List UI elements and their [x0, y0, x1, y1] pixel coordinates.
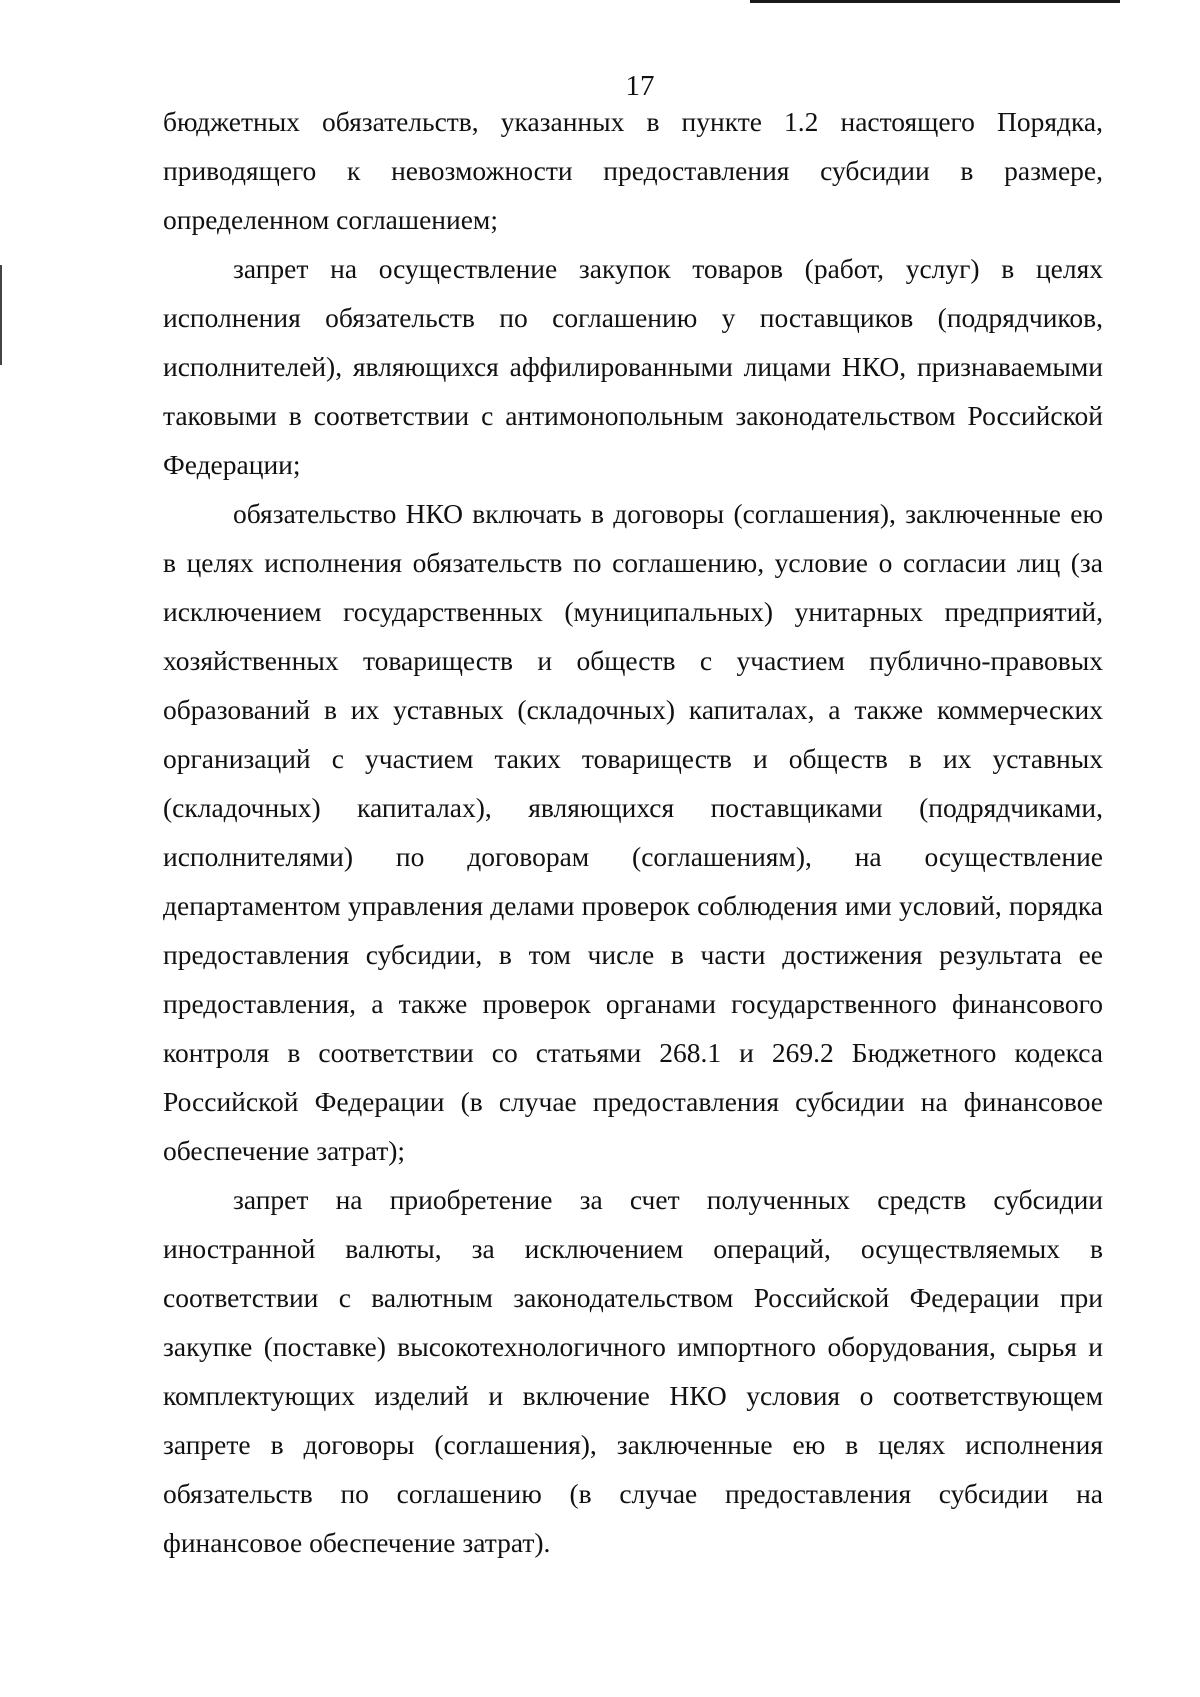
scan-top-rule	[750, 0, 1120, 3]
scan-binding-mark	[0, 265, 2, 365]
paragraph-foreign-currency-ban: запрет на приобретение за счет полученных средств субсидии иностранной валюты, за исключением операций, осуществляемых в соответствии с валютным законодательством Российской Федерации при закупке (поставке) высокотехнологичного импортного оборудования, сырья и комплектующих изделий и включение НКО условия о соответствующем запрете в договоры (соглашения), заключенные ею в целях исполнения обязательств по соглашению (в случае предоставления субсидии на финансовое обеспечение затрат).	[163, 1184, 1103, 1558]
paragraph-budget-obligations: бюджетных обязательств, указанных в пункте 1.2 настоящего Порядка, приводящего к невозможности предоставления субсидии в размере, определенном соглашением;	[163, 106, 1103, 235]
page-number: 17	[625, 70, 655, 102]
document-body	[163, 97, 1103, 1567]
paragraph-procurement-ban: запрет на осуществление закупок товаров (работ, услуг) в целях исполнения обязательств по соглашению у поставщиков (подрядчиков, исполнителей), являющихся аффилированными лицами НКО, признаваемыми таковыми в соответствии с антимонопольным законодательством Российской Федерации;	[163, 253, 1103, 480]
paragraph-inspection-consent: обязательство НКО включать в договоры (соглашения), заключенные ею в целях исполнения обязательств по соглашению, условие о согласии лиц (за исключением государственных (муниципальных) унитарных предприятий, хозяйственных товариществ и обществ с участием публично-правовых образований в их уставных (складочных) капиталах, а также коммерческих организаций с участием таких товариществ и обществ в их уставных (складочных) капиталах), являющихся поставщиками (подрядчиками, исполнителями) по договорам (соглашениям), на осуществление департаментом управления делами проверок соблюдения ими условий, порядка предоставления субсидии, в том числе в части достижения результата ее предоставления, а также проверок органами государственного финансового контроля в соответствии со статьями 268.1 и 269.2 Бюджетного кодекса Российской Федерации (в случае предоставления субсидии на финансовое обеспечение затрат);	[163, 498, 1103, 1166]
